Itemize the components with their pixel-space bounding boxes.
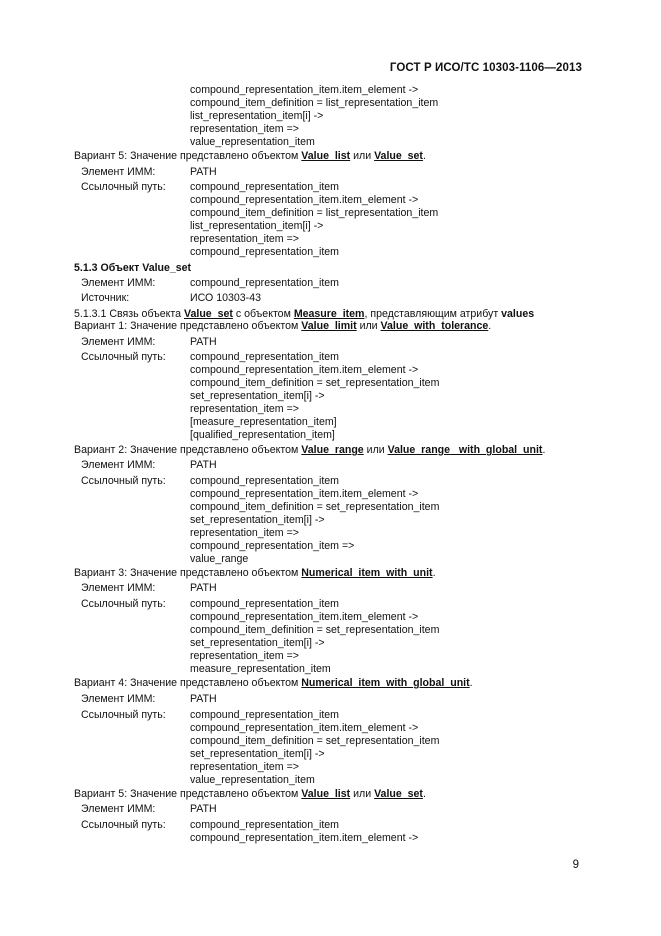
ref-path-label: Ссылочный путь: bbox=[81, 475, 166, 487]
path-line: representation_item => bbox=[190, 123, 299, 135]
path-line: representation_item => bbox=[190, 761, 299, 773]
variant-heading: Вариант 3: Значение представлено объектом Numerical_item_with_unit. bbox=[74, 567, 436, 579]
variant-heading: Вариант 2: Значение представлено объектом Value_range или Value_range_ with_global_unit. bbox=[74, 444, 546, 456]
imm-value: PATH bbox=[190, 693, 217, 705]
imm-label: Элемент ИММ: bbox=[81, 336, 156, 348]
source-value: ИСО 10303-43 bbox=[190, 292, 261, 304]
path-line: compound_representation_item.item_element -> bbox=[190, 611, 419, 623]
imm-value: PATH bbox=[190, 803, 217, 815]
path-line: compound_representation_item bbox=[190, 819, 339, 831]
imm-value: PATH bbox=[190, 166, 217, 178]
path-line: [measure_representation_item] bbox=[190, 416, 337, 428]
path-line: compound_representation_item bbox=[190, 181, 339, 193]
path-line: representation_item => bbox=[190, 650, 299, 662]
ref-path-label: Ссылочный путь: bbox=[81, 351, 166, 363]
variant-heading: Вариант 5: Значение представлено объектом Value_list или Value_set. bbox=[74, 788, 426, 800]
variant-heading: Вариант 5: Значение представлено объектом Value_list или Value_set. bbox=[74, 150, 426, 162]
path-line: compound_representation_item bbox=[190, 709, 339, 721]
path-line: representation_item => bbox=[190, 403, 299, 415]
imm-label: Элемент ИММ: bbox=[81, 803, 156, 815]
imm-label: Элемент ИММ: bbox=[81, 582, 156, 594]
path-line: compound_item_definition = list_representation_item bbox=[190, 97, 439, 109]
ref-path-label: Ссылочный путь: bbox=[81, 181, 166, 193]
path-line: compound_representation_item bbox=[190, 598, 339, 610]
path-line: compound_item_definition = set_representation_item bbox=[190, 624, 440, 636]
path-line: compound_item_definition = set_representation_item bbox=[190, 735, 440, 747]
imm-value: PATH bbox=[190, 459, 217, 471]
ref-path-label: Ссылочный путь: bbox=[81, 819, 166, 831]
path-line: compound_representation_item.item_element -> bbox=[190, 488, 419, 500]
path-line: compound_representation_item.item_element -> bbox=[190, 722, 419, 734]
path-line: compound_representation_item bbox=[190, 246, 339, 258]
imm-value: compound_representation_item bbox=[190, 277, 339, 289]
page-number: 9 bbox=[572, 859, 579, 871]
path-line: [qualified_representation_item] bbox=[190, 429, 335, 441]
section-heading: 5.1.3 Объект Value_set bbox=[74, 262, 192, 274]
path-line: compound_representation_item.item_element -> bbox=[190, 364, 419, 376]
imm-label: Элемент ИММ: bbox=[81, 166, 156, 178]
path-line: compound_representation_item bbox=[190, 351, 339, 363]
imm-value: PATH bbox=[190, 336, 217, 348]
path-line: set_representation_item[i] -> bbox=[190, 637, 325, 649]
variant-heading: Вариант 1: Значение представлено объектом Value_limit или Value_with_tolerance. bbox=[74, 320, 492, 332]
path-line: compound_representation_item.item_element -> bbox=[190, 194, 419, 206]
ref-path-label: Ссылочный путь: bbox=[81, 709, 166, 721]
path-line: compound_representation_item bbox=[190, 475, 339, 487]
path-line: list_representation_item[i] -> bbox=[190, 220, 324, 232]
path-line: representation_item => bbox=[190, 527, 299, 539]
path-line: compound_representation_item.item_element -> bbox=[190, 832, 419, 844]
path-line: list_representation_item[i] -> bbox=[190, 110, 324, 122]
path-line: set_representation_item[i] -> bbox=[190, 390, 325, 402]
path-line: set_representation_item[i] -> bbox=[190, 748, 325, 760]
path-line: compound_representation_item.item_element -> bbox=[190, 84, 419, 96]
imm-label: Элемент ИММ: bbox=[81, 693, 156, 705]
imm-label: Элемент ИММ: bbox=[81, 459, 156, 471]
variant-heading: Вариант 4: Значение представлено объектом Numerical_item_with_global_unit. bbox=[74, 677, 473, 689]
path-line: value_representation_item bbox=[190, 136, 315, 148]
path-line: set_representation_item[i] -> bbox=[190, 514, 325, 526]
ref-path-label: Ссылочный путь: bbox=[81, 598, 166, 610]
imm-value: PATH bbox=[190, 582, 217, 594]
path-line: compound_item_definition = list_representation_item bbox=[190, 207, 439, 219]
path-line: measure_representation_item bbox=[190, 663, 331, 675]
imm-label: Элемент ИММ: bbox=[81, 277, 156, 289]
path-line: value_range bbox=[190, 553, 249, 565]
path-line: compound_item_definition = set_representation_item bbox=[190, 377, 440, 389]
clause-heading: 5.1.3.1 Связь объекта Value_set с объектом Measure_item, представляющим атрибут values bbox=[74, 308, 535, 320]
path-line: compound_representation_item => bbox=[190, 540, 355, 552]
source-label: Источник: bbox=[81, 292, 130, 304]
path-line: representation_item => bbox=[190, 233, 299, 245]
path-line: compound_item_definition = set_representation_item bbox=[190, 501, 440, 513]
path-line: value_representation_item bbox=[190, 774, 315, 786]
document-header: ГОСТ Р ИСО/ТС 10303-1106—2013 bbox=[389, 62, 582, 74]
